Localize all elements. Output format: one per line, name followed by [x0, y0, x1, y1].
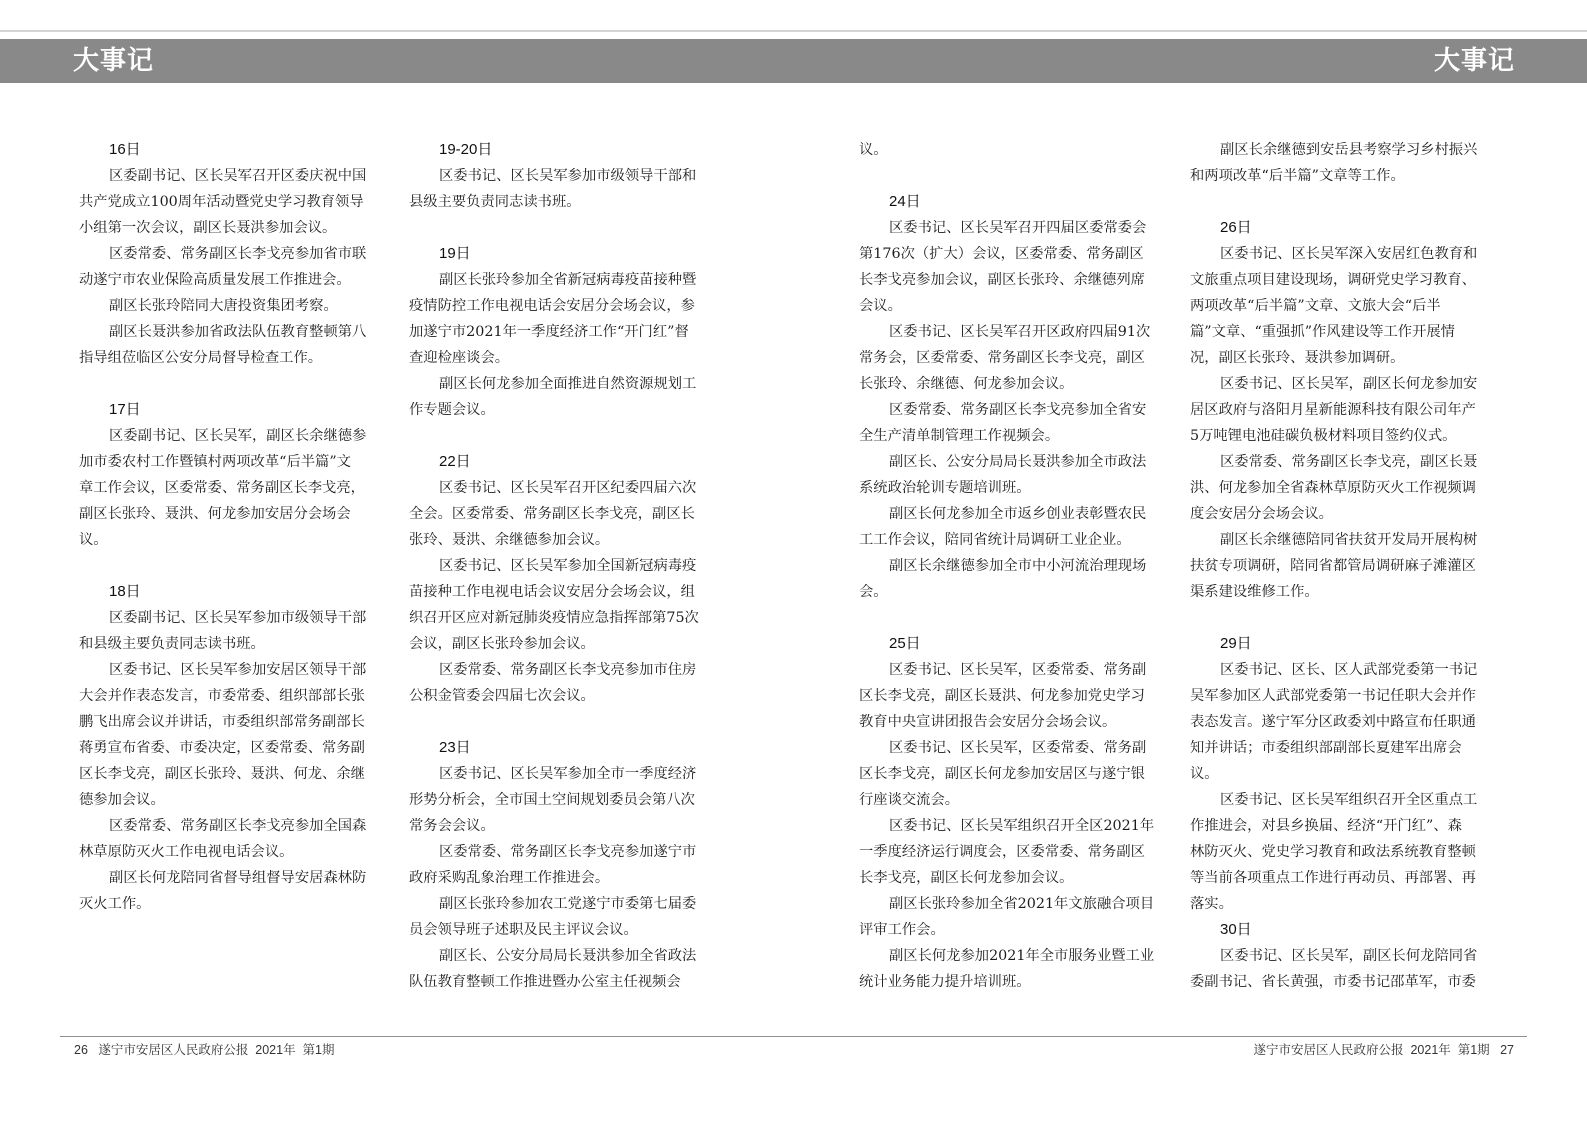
paragraph-line: 区委常委、常务副区长李戈亮参加全省安: [889, 402, 1147, 418]
paragraph-line: 县级主要负责同志读书班。: [409, 194, 581, 210]
paragraph-line: 副区长张玲、聂洪、何龙参加安居分会场会: [79, 506, 351, 522]
date-heading: 16日: [109, 141, 141, 158]
paragraph-line: 副区长张玲陪同大唐投资集团考察。: [109, 298, 338, 314]
paragraph-line: 区长李戈亮，副区长聂洪、何龙参加党史学习: [859, 688, 1145, 704]
paragraph-line: 知并讲话；市委组织部副部长夏建军出席会: [1190, 740, 1462, 756]
paragraph-line: 议。: [859, 142, 888, 158]
paragraph-line: 区委书记、区长吴军参加全国新冠病毒疫: [439, 558, 697, 574]
paragraph-line: 区委书记、区长吴军深入安居红色教育和: [1220, 246, 1478, 262]
paragraph-line: 公积金管委会四届七次会议。: [409, 688, 595, 704]
paragraph-line: 作专题会议。: [409, 402, 495, 418]
paragraph-line: 林草原防灭火工作电视电话会议。: [79, 844, 294, 860]
paragraph-line: 张玲、聂洪、余继德参加会议。: [409, 532, 610, 548]
paragraph-line: 副区长余继德陪同省扶贫开发局开展构树: [1220, 532, 1478, 548]
paragraph-line: 文旅重点项目建设现场，调研党史学习教育、: [1190, 272, 1476, 288]
paragraph-line: 副区长余继德到安岳县考察学习乡村振兴: [1220, 142, 1478, 158]
paragraph-line: 副区长何龙陪同省督导组督导安居森林防: [109, 870, 367, 886]
paragraph-line: 副区长何龙参加全面推进自然资源规划工: [439, 376, 697, 392]
paragraph-line: 度会安居分会场会议。: [1190, 506, 1333, 522]
paragraph-line: 副区长、公安分局局长聂洪参加全省政法: [439, 948, 697, 964]
paragraph-line: 教育中央宣讲团报告会安居分会场会议。: [859, 714, 1117, 730]
paragraph-line: 区委书记、区长吴军参加全市一季度经济: [439, 766, 697, 782]
paragraph-line: 形势分析会，全市国土空间规划委员会第八次: [409, 792, 695, 808]
paragraph-line: 长李戈亮参加会议，副区长张玲、余继德列席: [859, 272, 1145, 288]
paragraph-line: 蒋勇宣布省委、市委决定，区委常委、常务副: [79, 740, 365, 756]
paragraph-line: 长李戈亮，副区长何龙参加会议。: [859, 870, 1074, 886]
paragraph-line: 章工作会议，区委常委、常务副区长李戈亮，: [79, 480, 365, 496]
paragraph-line: 表态发言。遂宁军分区政委刘中路宣布任职通: [1190, 714, 1476, 730]
paragraph-line: 区委书记、区长吴军，区委常委、常务副: [889, 740, 1147, 756]
paragraph-line: 区委书记、区长吴军，区委常委、常务副: [889, 662, 1147, 678]
paragraph-line: 渠系建设维修工作。: [1190, 584, 1319, 600]
paragraph-line: 等当前各项重点工作进行再动员、再部署、再: [1190, 870, 1476, 886]
header-band: [0, 39, 1587, 83]
paragraph-line: 评审工作会。: [859, 922, 945, 938]
paragraph-line: 会。: [859, 584, 888, 600]
paragraph-line: 区委书记、区长吴军参加安居区领导干部: [109, 662, 367, 678]
paragraph-line: 区委书记、区长吴军组织召开全区2021年: [889, 818, 1155, 834]
date-heading: 22日: [439, 453, 471, 470]
paragraph-line: 5万吨锂电池硅碳负极材料项目签约仪式。: [1190, 428, 1457, 444]
paragraph-line: 议。: [79, 532, 108, 548]
paragraph-line: 区委书记、区长吴军，副区长何龙陪同省: [1220, 948, 1478, 964]
paragraph-line: 况，副区长张玲、聂洪参加调研。: [1190, 350, 1405, 366]
paragraph-line: 副区长张玲参加全省新冠病毒疫苗接种暨: [439, 272, 697, 288]
paragraph-line: 共产党成立100周年活动暨党史学习教育领导: [79, 194, 364, 210]
publication-title-left: 遂宁市安居区人民政府公报 2021年 第1期: [98, 1043, 335, 1057]
date-heading: 29日: [1220, 635, 1252, 652]
paragraph-line: 区委常委、常务副区长李戈亮参加省市联: [109, 246, 367, 262]
paragraph-line: 区委常委、常务副区长李戈亮参加遂宁市: [439, 844, 697, 860]
paragraph-line: 常务会，区委常委、常务副区长李戈亮，副区: [859, 350, 1145, 366]
date-heading: 24日: [889, 193, 921, 210]
date-heading: 19-20日: [439, 141, 493, 158]
date-heading: 30日: [1220, 921, 1252, 938]
paragraph-line: 居区政府与洛阳月星新能源科技有限公司年产: [1190, 402, 1476, 418]
paragraph-line: 林防灭火、党史学习教育和政法系统教育整顿: [1190, 844, 1476, 860]
paragraph-line: 系统政治轮训专题培训班。: [859, 480, 1031, 496]
paragraph-line: 统计业务能力提升培训班。: [859, 974, 1031, 990]
paragraph-line: 区委常委、常务副区长李戈亮，副区长聂: [1220, 454, 1478, 470]
date-heading: 19日: [439, 245, 471, 262]
paragraph-line: 苗接种工作电视电话会议安居分会场会议，组: [409, 584, 695, 600]
paragraph-line: 副区长张玲参加全省2021年文旅融合项目: [889, 896, 1155, 912]
paragraph-line: 议。: [1190, 766, 1219, 782]
paragraph-line: 疫情防控工作电视电话会安居分会场会议，参: [409, 298, 695, 314]
paragraph-line: 扶贫专项调研，陪同省都管局调研麻子滩灌区: [1190, 558, 1476, 574]
paragraph-line: 区长李戈亮，副区长何龙参加安居区与遂宁银: [859, 766, 1145, 782]
paragraph-line: 区长李戈亮，副区长张玲、聂洪、何龙、余继: [79, 766, 365, 782]
paragraph-line: 副区长何龙参加2021年全市服务业暨工业: [889, 948, 1155, 964]
paragraph-line: 加遂宁市2021年一季度经济工作“开门红”督: [409, 324, 689, 340]
paragraph-line: 灭火工作。: [79, 896, 151, 912]
paragraph-line: 织召开区应对新冠肺炎疫情应急指挥部第75次: [409, 610, 699, 626]
paragraph-line: 副区长张玲参加农工党遂宁市委第七届委: [439, 896, 697, 912]
paragraph-line: 副区长余继德参加全市中小河流治理现场: [889, 558, 1147, 574]
section-title-right: 大事记: [1433, 46, 1515, 76]
paragraph-line: 小组第一次会议，副区长聂洪参加会议。: [79, 220, 337, 236]
paragraph-line: 篇”文章、“重强抓”作风建设等工作开展情: [1190, 324, 1455, 340]
paragraph-line: 一季度经济运行调度会，区委常委、常务副区: [859, 844, 1145, 860]
paragraph-line: 区委书记、区长吴军召开四届区委常委会: [889, 220, 1147, 236]
paragraph-line: 会议，副区长张玲参加会议。: [409, 636, 595, 652]
paragraph-line: 副区长何龙参加全市返乡创业表彰暨农民: [889, 506, 1147, 522]
paragraph-line: 常务会会议。: [409, 818, 495, 834]
date-heading: 23日: [439, 739, 471, 756]
paragraph-line: 员会领导班子述职及民主评议会议。: [409, 922, 638, 938]
paragraph-line: 指导组莅临区公安分局督导检查工作。: [79, 350, 323, 366]
footer-rule: [60, 1036, 1527, 1037]
paragraph-line: 大会并作表态发言，市委常委、组织部部长张: [79, 688, 365, 704]
paragraph-line: 查迎检座谈会。: [409, 350, 510, 366]
paragraph-line: 德参加会议。: [79, 792, 165, 808]
page-number-right: 27: [1500, 1043, 1514, 1057]
paragraph-line: 区委副书记、区长吴军召开区委庆祝中国: [109, 168, 367, 184]
paragraph-line: 区委书记、区长、区人武部党委第一书记: [1220, 662, 1478, 678]
section-title-left: 大事记: [73, 46, 155, 76]
paragraph-line: 落实。: [1190, 896, 1233, 912]
paragraph-line: 和县级主要负责同志读书班。: [79, 636, 265, 652]
paragraph-line: 委副书记、省长黄强，市委书记邵革军，市委: [1190, 974, 1476, 990]
paragraph-line: 工工作会议，陪同省统计局调研工业企业。: [859, 532, 1131, 548]
paragraph-line: 区委书记、区长吴军参加市级领导干部和: [439, 168, 697, 184]
paragraph-line: 和两项改革“后半篇”文章等工作。: [1190, 168, 1405, 184]
paragraph-line: 全会。区委常委、常务副区长李戈亮，副区长: [409, 506, 695, 522]
paragraph-line: 加市委农村工作暨镇村两项改革“后半篇”文: [79, 454, 351, 470]
date-heading: 18日: [109, 583, 141, 600]
paragraph-line: 副区长聂洪参加省政法队伍教育整顿第八: [109, 324, 367, 340]
footer-right: [1254, 1041, 1514, 1059]
paragraph-line: 副区长、公安分局局长聂洪参加全市政法: [889, 454, 1147, 470]
date-heading: 17日: [109, 401, 141, 418]
paragraph-line: 全生产清单制管理工作视频会。: [859, 428, 1060, 444]
paragraph-line: 鹏飞出席会议并讲话，市委组织部常务副部长: [79, 714, 365, 730]
paragraph-line: 动遂宁市农业保险高质量发展工作推进会。: [79, 272, 351, 288]
paragraph-line: 政府采购乱象治理工作推进会。: [409, 870, 610, 886]
paragraph-line: 区委书记、区长吴军组织召开全区重点工: [1220, 792, 1478, 808]
publication-title-right: 遂宁市安居区人民政府公报 2021年 第1期: [1253, 1043, 1490, 1057]
paragraph-line: 第176次（扩大）会议，区委常委、常务副区: [859, 246, 1144, 262]
paragraph-line: 区委书记、区长吴军召开区政府四届91次: [889, 324, 1151, 340]
date-heading: 26日: [1220, 219, 1252, 236]
paragraph-line: 长张玲、余继德、何龙参加会议。: [859, 376, 1074, 392]
paragraph-line: 区委书记、区长吴军召开区纪委四届六次: [439, 480, 697, 496]
paragraph-line: 区委常委、常务副区长李戈亮参加市住房: [439, 662, 697, 678]
paragraph-line: 吴军参加区人武部党委第一书记任职大会并作: [1190, 688, 1476, 704]
paragraph-line: 行座谈交流会。: [859, 792, 960, 808]
paragraph-line: 队伍教育整顿工作推进暨办公室主任视频会: [409, 974, 681, 990]
paragraph-line: 区委副书记、区长吴军，副区长余继德参: [109, 428, 367, 444]
paragraph-line: 作推进会，对县乡换届、经济“开门红”、森: [1190, 818, 1462, 834]
date-heading: 25日: [889, 635, 921, 652]
paragraph-line: 会议。: [859, 298, 902, 314]
paragraph-line: 洪、何龙参加全省森林草原防灭火工作视频调: [1190, 480, 1476, 496]
page-number-left: 26: [74, 1043, 88, 1057]
paragraph-line: 区委书记、区长吴军，副区长何龙参加安: [1220, 376, 1478, 392]
paragraph-line: 区委副书记、区长吴军参加市级领导干部: [109, 610, 367, 626]
footer-left: [74, 1041, 334, 1059]
paragraph-line: 两项改革“后半篇”文章、文旅大会“后半: [1190, 298, 1441, 314]
paragraph-line: 区委常委、常务副区长李戈亮参加全国森: [109, 818, 367, 834]
top-rule: [0, 30, 1587, 32]
